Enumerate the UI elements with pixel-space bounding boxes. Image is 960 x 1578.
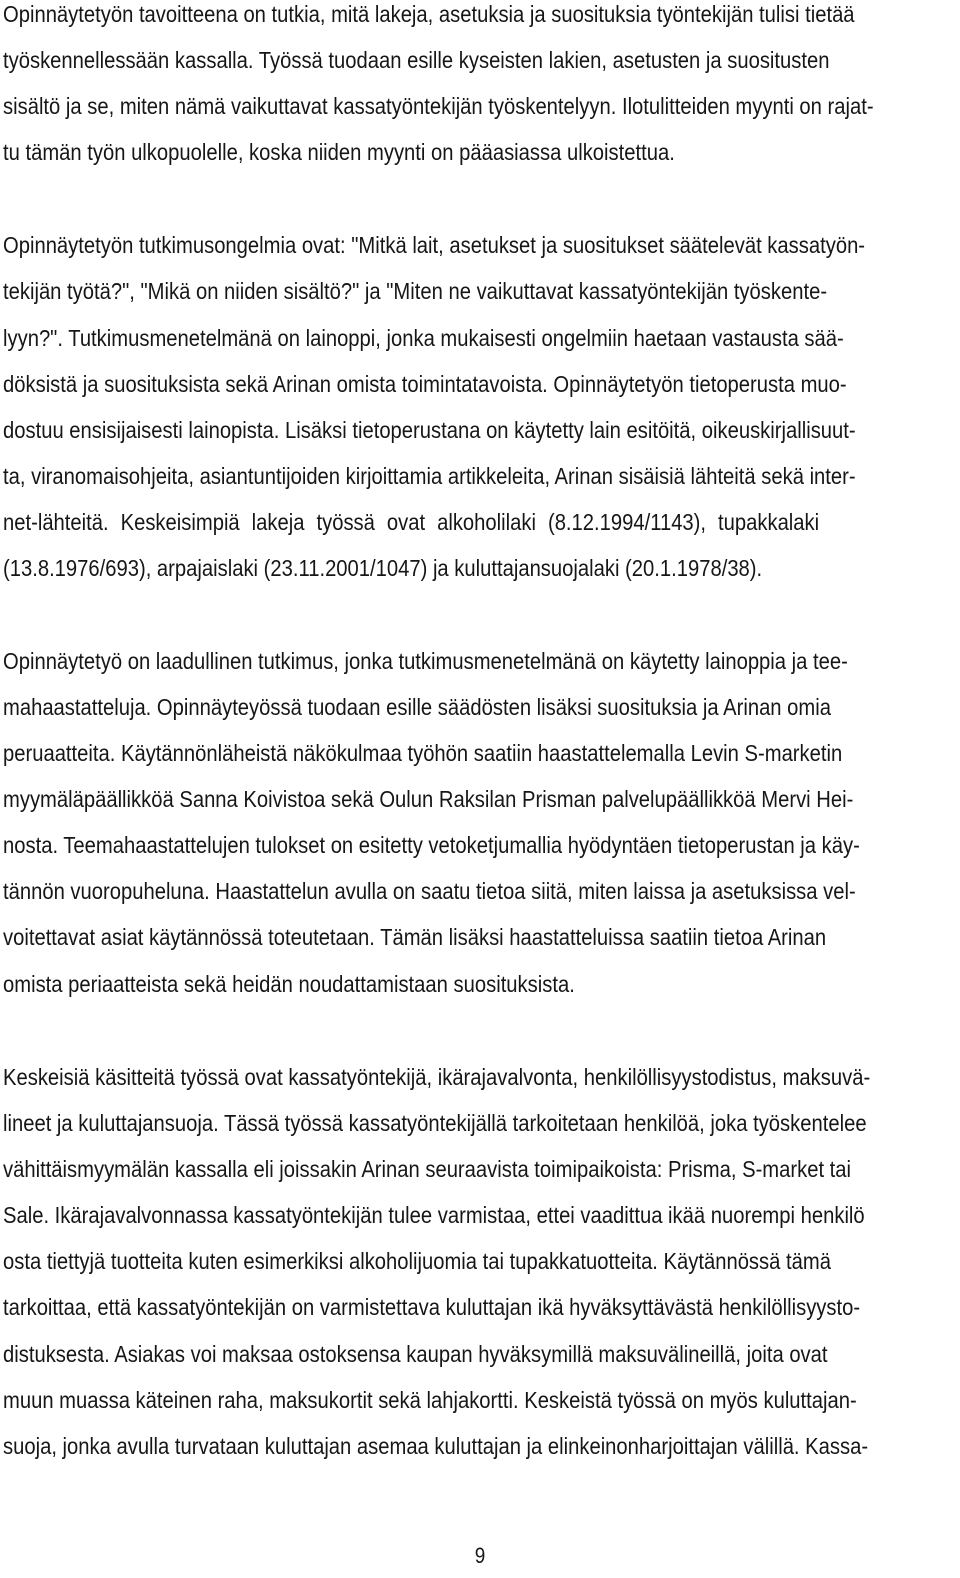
text-line: dostuu ensisijaisesti lainopista. Lisäksi tietoperustana on käytetty lain esitöitä, oikeuskirjallisuut-: [3, 417, 856, 443]
text-line: mahaastatteluja. Opinnäyteyössä tuodaan esille säädösten lisäksi suosituksia ja Arinan omia: [3, 694, 831, 720]
text-line: distuksesta. Asiakas voi maksaa ostoksensa kaupan hyväksymillä maksuvälineillä, joita ovat: [3, 1341, 828, 1367]
text-line: döksistä ja suosituksista sekä Arinan omista toimintatavoista. Opinnäytetyön tietoperusta muo-: [3, 371, 847, 397]
text-line: Opinnäytetyön tutkimusongelmia ovat: "Mitkä lait, asetukset ja suositukset säätelevät kassatyön-: [3, 232, 866, 258]
text-line: Sale. Ikärajavalvonnassa kassatyöntekijän tulee varmistaa, ettei vaadittua ikää nuorempi henkilö: [3, 1202, 865, 1228]
text-line: työskennellessään kassalla. Työssä tuodaan esille kyseisten lakien, asetusten ja suositusten: [3, 47, 830, 73]
text-line: sisältö ja se, miten nämä vaikuttavat kassatyöntekijän työskentelyyn. Ilotulitteiden myynti on rajat-: [3, 93, 874, 119]
text-line: nosta. Teemahaastattelujen tulokset on esitetty vetoketjumallia hyödyntäen tietoperustan ja käy-: [3, 832, 860, 858]
text-line: lyyn?". Tutkimusmenetelmänä on lainoppi, jonka mukaisesti ongelmiin haetaan vastausta sää-: [3, 325, 844, 351]
text-line: Opinnäytetyön tavoitteena on tutkia, mitä lakeja, asetuksia ja suosituksia työntekijän tulisi tietää: [3, 1, 855, 27]
text-line: muun muassa käteinen raha, maksukortit sekä lahjakortti. Keskeistä työssä on myös kuluttajan-: [3, 1387, 857, 1413]
text-line: suoja, jonka avulla turvataan kuluttajan asemaa kuluttajan ja elinkeinonharjoittajan välillä. Kassa-: [3, 1433, 869, 1459]
text-line: tännön vuoropuheluna. Haastattelun avulla on saatu tietoa siitä, miten laissa ja asetuksissa vel-: [3, 878, 856, 904]
page-number: 9: [474, 1543, 486, 1568]
text-line: net-lähteitä. Keskeisimpiä lakeja työssä ovat alkoholilaki (8.12.1994/1143), tupakkalaki: [3, 509, 820, 535]
text-line: tekijän työtä?", "Mikä on niiden sisältö?" ja "Miten ne vaikuttavat kassatyöntekijän työskente-: [3, 278, 828, 304]
text-line: tu tämän työn ulkopuolelle, koska niiden myynti on pääasiassa ulkoistettua.: [3, 139, 675, 165]
text-line: tarkoittaa, että kassatyöntekijän on varmistettava kuluttajan ikä hyväksyttävästä henkilöllisyysto-: [3, 1294, 861, 1320]
text-line: myymäläpäällikköä Sanna Koivistoa sekä Oulun Raksilan Prisman palvelupäällikköä Mervi Hei-: [3, 786, 854, 812]
text-line: peruaatteita. Käytännönläheistä näkökulmaa työhön saatiin haastattelemalla Levin S-marketin: [3, 740, 843, 766]
text-line: lineet ja kuluttajansuoja. Tässä työssä kassatyöntekijällä tarkoitetaan henkilöä, joka työskentelee: [3, 1110, 867, 1136]
text-line: osta tiettyjä tuotteita kuten esimerkiksi alkoholijuomia tai tupakkatuotteita. Käytännössä tämä: [3, 1248, 831, 1274]
text-line: (13.8.1976/693), arpajaislaki (23.11.2001/1047) ja kuluttajansuojalaki (20.1.1978/38).: [3, 555, 763, 581]
text-line: Keskeisiä käsitteitä työssä ovat kassatyöntekijä, ikärajavalvonta, henkilöllisyystodistus, maksuvä-: [3, 1064, 871, 1090]
text-line: ta, viranomaisohjeita, asiantuntijoiden kirjoittamia artikkeleita, Arinan sisäisiä lähteitä sekä inter-: [3, 463, 856, 489]
text-line: vähittäismyymälän kassalla eli joissakin Arinan seuraavista toimipaikoista: Prisma, S-market tai: [3, 1156, 852, 1182]
text-line: Opinnäytetyö on laadullinen tutkimus, jonka tutkimusmenetelmänä on käytetty lainoppia ja tee-: [3, 648, 848, 674]
text-line: voitettavat asiat käytännössä toteutetaan. Tämän lisäksi haastatteluissa saatiin tietoa Arinan: [3, 924, 827, 950]
text-line: omista periaatteista sekä heidän noudattamistaan suosituksista.: [3, 971, 575, 997]
